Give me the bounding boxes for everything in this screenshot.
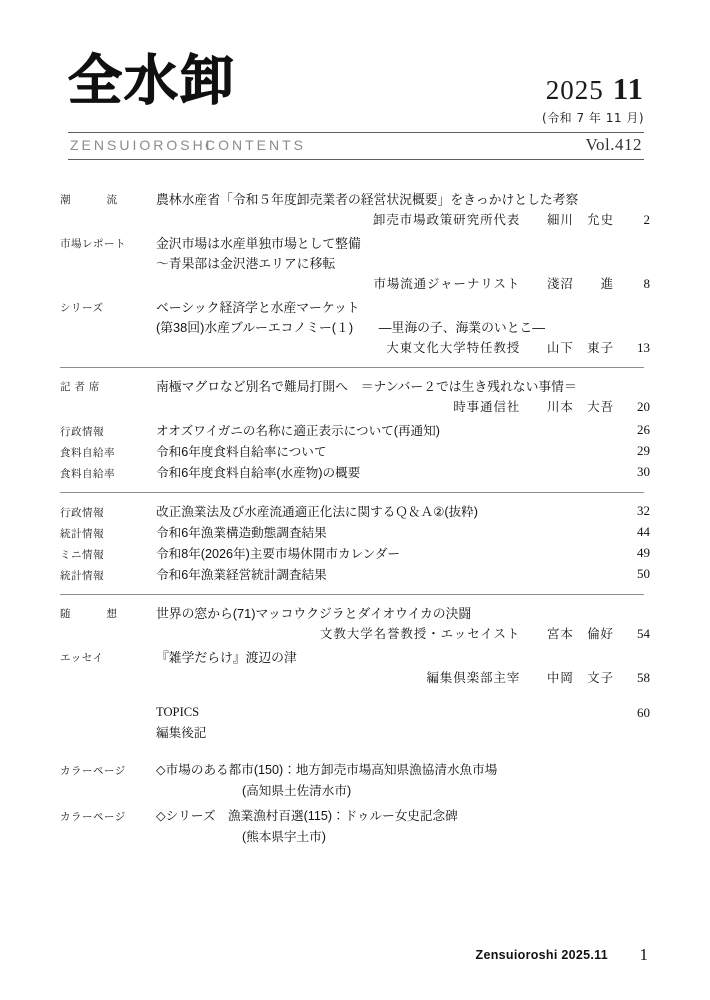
toc-entry[interactable]	[60, 298, 650, 358]
issue-month: 11	[612, 71, 644, 106]
toc-body	[156, 377, 650, 417]
section-divider	[60, 594, 644, 595]
toc-category: カラーページ	[60, 765, 126, 777]
toc-group-1	[60, 190, 650, 358]
issue-era-date: (令和 7 年 11 月)	[541, 111, 644, 125]
issue-date	[384, 71, 644, 106]
toc-page-number: 60	[637, 705, 650, 720]
toc-subtitle: (熊本県宇土市)	[242, 830, 326, 844]
toc-page-number: 8	[643, 276, 650, 291]
toc-body	[156, 648, 650, 688]
toc-page-number: 29	[637, 443, 650, 458]
toc-entry[interactable]	[60, 760, 650, 802]
contents-label: CONTENTS	[205, 137, 306, 153]
toc-entry[interactable]	[60, 565, 650, 585]
toc-title: 令和6年度食料自給率について	[156, 445, 327, 459]
toc-subtitle: (第38回)水産ブルーエコノミー(１) ―里海の子、海業のいとこ―	[156, 320, 546, 335]
toc-body	[156, 604, 650, 644]
toc-body	[156, 190, 650, 230]
toc-title: 金沢市場は水産単独市場として整備	[156, 236, 361, 251]
magazine-romaji: ZENSUIOROSHI	[70, 137, 213, 153]
toc-category: カラーページ	[60, 811, 126, 823]
toc-entry[interactable]	[60, 190, 650, 230]
toc-entry[interactable]	[60, 463, 650, 483]
toc-category: 統計情報	[60, 570, 104, 582]
toc-category: 随 想	[60, 608, 122, 620]
toc-entry[interactable]	[60, 544, 650, 564]
toc-page-number: 2	[643, 212, 650, 227]
toc-page-number: 49	[637, 545, 650, 560]
toc-entry[interactable]	[60, 502, 650, 522]
toc-byline: 時事通信社 川本 大吾 20	[156, 397, 650, 417]
toc-category: 食料自給率	[60, 468, 115, 480]
toc-category: エッセイ	[60, 652, 104, 664]
toc-byline: 卸売市場政策研究所代表 細川 允史 2	[156, 210, 650, 230]
topics-label[interactable]: TOPICS 60	[156, 702, 650, 723]
toc-byline: 編集倶楽部主宰 中岡 文子 58	[156, 668, 650, 688]
toc-body	[156, 298, 650, 358]
toc-title: 南極マグロなど別名で難局打開へ ＝ナンバー２では生き残れない事情＝	[156, 379, 577, 394]
toc-title: 令和8年(2026年)主要市場休開市カレンダー	[156, 547, 401, 561]
toc-entry[interactable]	[60, 648, 650, 688]
toc-page-number: 20	[637, 399, 650, 414]
color-pages-block	[60, 760, 650, 848]
toc-entry[interactable]	[60, 377, 650, 417]
toc-category: 行政情報	[60, 507, 104, 519]
issue-block	[384, 71, 644, 126]
toc-title: ◇シリーズ 漁業漁村百選(115)：ドゥルー女史記念碑	[156, 809, 458, 823]
toc-page-number: 30	[637, 464, 650, 479]
toc-title: ◇市場のある都市(150)：地方卸売市場高知県漁協清水魚市場	[156, 763, 498, 777]
table-of-contents	[60, 190, 650, 848]
toc-title: 『雑学だらけ』渡辺の津	[156, 650, 297, 665]
toc-category: 行政情報	[60, 426, 104, 438]
toc-page-number: 32	[637, 503, 650, 518]
footer-page-number: 1	[639, 945, 648, 964]
toc-page-number: 50	[637, 566, 650, 581]
toc-category: 食料自給率	[60, 447, 115, 459]
toc-category: 市場レポート	[60, 238, 126, 250]
toc-page-number: 58	[637, 670, 650, 685]
toc-group-2	[60, 377, 650, 483]
toc-category: ミニ情報	[60, 549, 104, 561]
toc-category: 潮 流	[60, 194, 122, 206]
toc-title: 世界の窓から(71)マッコウクジラとダイオウイカの決闘	[156, 606, 472, 621]
page-footer	[68, 942, 650, 962]
toc-category: 記 者 席	[60, 381, 100, 393]
toc-page-number: 26	[637, 422, 650, 437]
toc-title: 令和6年漁業構造動態調査結果	[156, 526, 327, 540]
issue-year: 2025	[545, 75, 604, 105]
toc-byline: 市場流通ジャーナリスト 淺沼 進 8	[156, 274, 650, 294]
section-divider	[60, 367, 644, 368]
magazine-title: 全水卸	[68, 49, 236, 112]
volume-number: Vol.412	[585, 135, 642, 154]
toc-entry[interactable]	[60, 234, 650, 294]
toc-group-4	[60, 604, 650, 688]
toc-title: 令和6年漁業経営統計調査結果	[156, 568, 327, 582]
toc-subtitle: (高知県土佐清水市)	[242, 784, 352, 798]
toc-title: オオズワイガニの名称に適正表示について(再通知)	[156, 424, 440, 438]
toc-title: ベーシック経済学と水産マーケット	[156, 300, 360, 315]
toc-entry[interactable]	[60, 442, 650, 462]
topics-block	[156, 702, 650, 744]
editors-postscript: 編集後記	[156, 726, 207, 740]
contents-bar	[68, 132, 644, 160]
toc-title: 改正漁業法及び水産流通適正化法に関するＱ＆Ａ②(抜粋)	[156, 505, 478, 519]
toc-title: 令和6年度食料自給率(水産物)の概要	[156, 466, 361, 480]
section-divider	[60, 492, 644, 493]
footer-publication-name: Zensuioroshi 2025.11	[475, 948, 608, 962]
toc-entry[interactable]	[60, 806, 650, 848]
toc-byline: 大東文化大学特任教授 山下 東子 13	[156, 338, 650, 358]
toc-category: 統計情報	[60, 528, 104, 540]
toc-entry[interactable]	[60, 421, 650, 441]
toc-group-3	[60, 502, 650, 585]
toc-page-number: 54	[637, 626, 650, 641]
toc-page-number: 13	[637, 340, 650, 355]
toc-entry[interactable]	[60, 604, 650, 644]
toc-body	[156, 234, 650, 294]
toc-entry[interactable]	[60, 523, 650, 543]
toc-subtitle: 〜青果部は金沢港エリアに移転	[156, 256, 336, 271]
toc-category: シリーズ	[60, 302, 104, 314]
toc-title: 農林水産省「令和５年度卸売業者の経営状況概要」をきっかけとした考察	[156, 192, 579, 207]
toc-byline: 文教大学名誉教授・エッセイスト 宮本 倫好 54	[156, 624, 650, 644]
toc-page-number: 44	[637, 524, 650, 539]
